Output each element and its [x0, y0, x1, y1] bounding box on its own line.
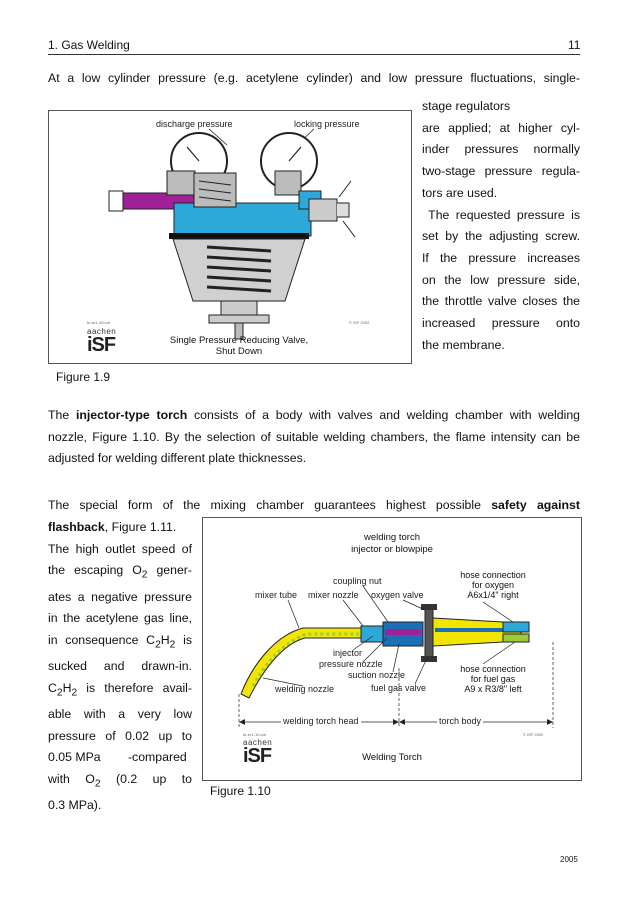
subscript: 2	[155, 639, 161, 651]
text-span: gener-	[147, 563, 192, 578]
label-oxygen-valve: oxygen valve	[371, 590, 424, 600]
text-line: on the low pressure side,	[422, 272, 580, 287]
text-span: C	[48, 680, 57, 695]
subscript: 2	[71, 687, 78, 699]
label-line: for oxygen	[471, 580, 515, 590]
label-locking-pressure: locking pressure	[294, 119, 360, 129]
label-line: hose connection	[460, 664, 526, 674]
text-span: consists of a body with valves and welding chamber with welding	[187, 408, 581, 422]
text-span: The special form of the mixing chamber guarantees highest possible	[48, 498, 492, 512]
label-welding-nozzle: welding nozzle	[275, 684, 335, 694]
file-tag: br-er1-10.cdr	[243, 732, 267, 737]
figure-1-10-frame	[202, 517, 582, 781]
para1-line1: At a low cylinder pressure (e.g. acetylene cylinder) and low pressure fluctuations, single-	[48, 71, 580, 85]
text-span: is	[175, 632, 192, 647]
text-line: adjusted for welding different plate thicknesses.	[48, 451, 307, 466]
bold-term: safety against	[491, 498, 580, 512]
label-discharge-pressure: discharge pressure	[156, 119, 233, 129]
text-line: in the acetylene gas line,	[48, 611, 192, 626]
para2	[48, 405, 580, 470]
label-torch-body: torch body	[439, 716, 482, 726]
subscript: 2	[94, 778, 101, 790]
text-span: is therefore avail-	[77, 680, 192, 695]
caption-line: Shut Down	[215, 346, 263, 357]
label-fuel-gas-valve: fuel gas valve	[371, 683, 427, 693]
para3-left-text	[48, 517, 192, 817]
text-line: pressure of 0.02 up to	[48, 728, 192, 743]
file-tag: br-er1-09.cdr	[87, 320, 111, 325]
figure-1-10-caption: Welding Torch	[362, 752, 422, 763]
subscript: 2	[56, 687, 63, 699]
logo-top-text: aachen	[87, 327, 117, 336]
figure-1-10-label: Figure 1.10	[210, 784, 271, 798]
logo-main-text: iSF	[243, 745, 272, 767]
text-line	[48, 769, 192, 795]
text-line	[48, 630, 192, 656]
bold-term: injector-type torch	[75, 408, 188, 422]
text-line: ates a negative pressure	[48, 589, 192, 604]
label-torch-head: welding torch head	[283, 716, 359, 726]
subscript: 2	[169, 639, 176, 651]
copyright-tag: © ISF 2002	[349, 320, 370, 325]
para1-side-text	[422, 96, 580, 356]
text-line: 0.3 MPa).	[48, 798, 102, 813]
label-mixer-nozzle: mixer nozzle	[308, 590, 359, 600]
text-span: The	[48, 408, 76, 422]
text-line: are applied; at higher cyl-	[422, 120, 580, 135]
pressure-regulator-drawing	[49, 111, 411, 363]
subscript: 2	[141, 569, 148, 581]
text-line: the throttle valve closes the	[422, 294, 580, 309]
text-line	[48, 517, 192, 539]
label-line: for fuel gas	[470, 674, 516, 684]
logo-top-text: aachen	[243, 738, 273, 747]
text-line	[48, 678, 192, 704]
text-line: sucked and drawn-in.	[48, 659, 192, 674]
figure-1-9-frame	[48, 110, 412, 364]
text-line: two-stage pressure regula-	[422, 164, 580, 179]
text-span: with O	[48, 772, 95, 787]
text-line: inder pressures normally	[422, 142, 580, 157]
text-line	[48, 405, 580, 427]
text-span: H	[62, 680, 72, 695]
text-span: (0.2 up to	[100, 772, 192, 787]
text-line	[48, 560, 192, 586]
caption-line: Single Pressure Reducing Valve,	[169, 335, 309, 346]
text-line: able with a very low	[48, 706, 192, 721]
title-line: injector or blowpipe	[351, 544, 433, 555]
figure-1-9-caption	[149, 335, 329, 357]
label-coupling-nut: coupling nut	[333, 576, 382, 586]
bold-term: flashback	[48, 520, 105, 534]
text-line: The requested pressure is	[422, 207, 580, 222]
text-span: , Figure 1.11.	[104, 520, 177, 534]
text-span: in consequence C	[48, 632, 156, 647]
text-line: 0.05 MPa -compared	[48, 750, 187, 765]
chapter-title: 1. Gas Welding	[48, 38, 130, 52]
text-line: stage regulators	[422, 99, 511, 113]
label-pressure-nozzle: pressure nozzle	[319, 659, 383, 669]
figure-1-9-label: Figure 1.9	[56, 370, 111, 384]
title-line: welding torch	[364, 532, 420, 543]
text-line: If the pressure increases	[422, 250, 580, 265]
text-line: The high outlet speed of	[48, 541, 192, 556]
text-line: set by the adjusting screw.	[422, 229, 580, 244]
label-line: hose connection	[460, 570, 526, 580]
text-line: the membrane.	[422, 337, 505, 352]
label-line: A6x1/4" right	[467, 590, 519, 600]
label-line: A9 x R3/8" left	[464, 684, 522, 694]
label-injector: injector	[333, 648, 363, 658]
footer-year: 2005	[560, 855, 578, 864]
text-span: the escaping O	[48, 563, 142, 578]
label-mixer-tube: mixer tube	[255, 590, 298, 600]
logo-main-text: iSF	[87, 334, 116, 356]
para3-line1	[48, 495, 580, 517]
header-rule	[48, 54, 580, 55]
label-suction-nozzle: suction nozzle	[348, 670, 406, 680]
isf-logo	[87, 327, 116, 354]
text-line: increased pressure onto	[422, 316, 580, 331]
text-line: tors are used.	[422, 185, 498, 200]
page-number: 11	[568, 38, 581, 52]
text-line: nozzle, Figure 1.10. By the selection of suitable welding chambers, the flame intensity can be	[48, 429, 580, 444]
copyright-tag: © ISF 2002	[523, 732, 544, 737]
text-span: H	[160, 632, 170, 647]
